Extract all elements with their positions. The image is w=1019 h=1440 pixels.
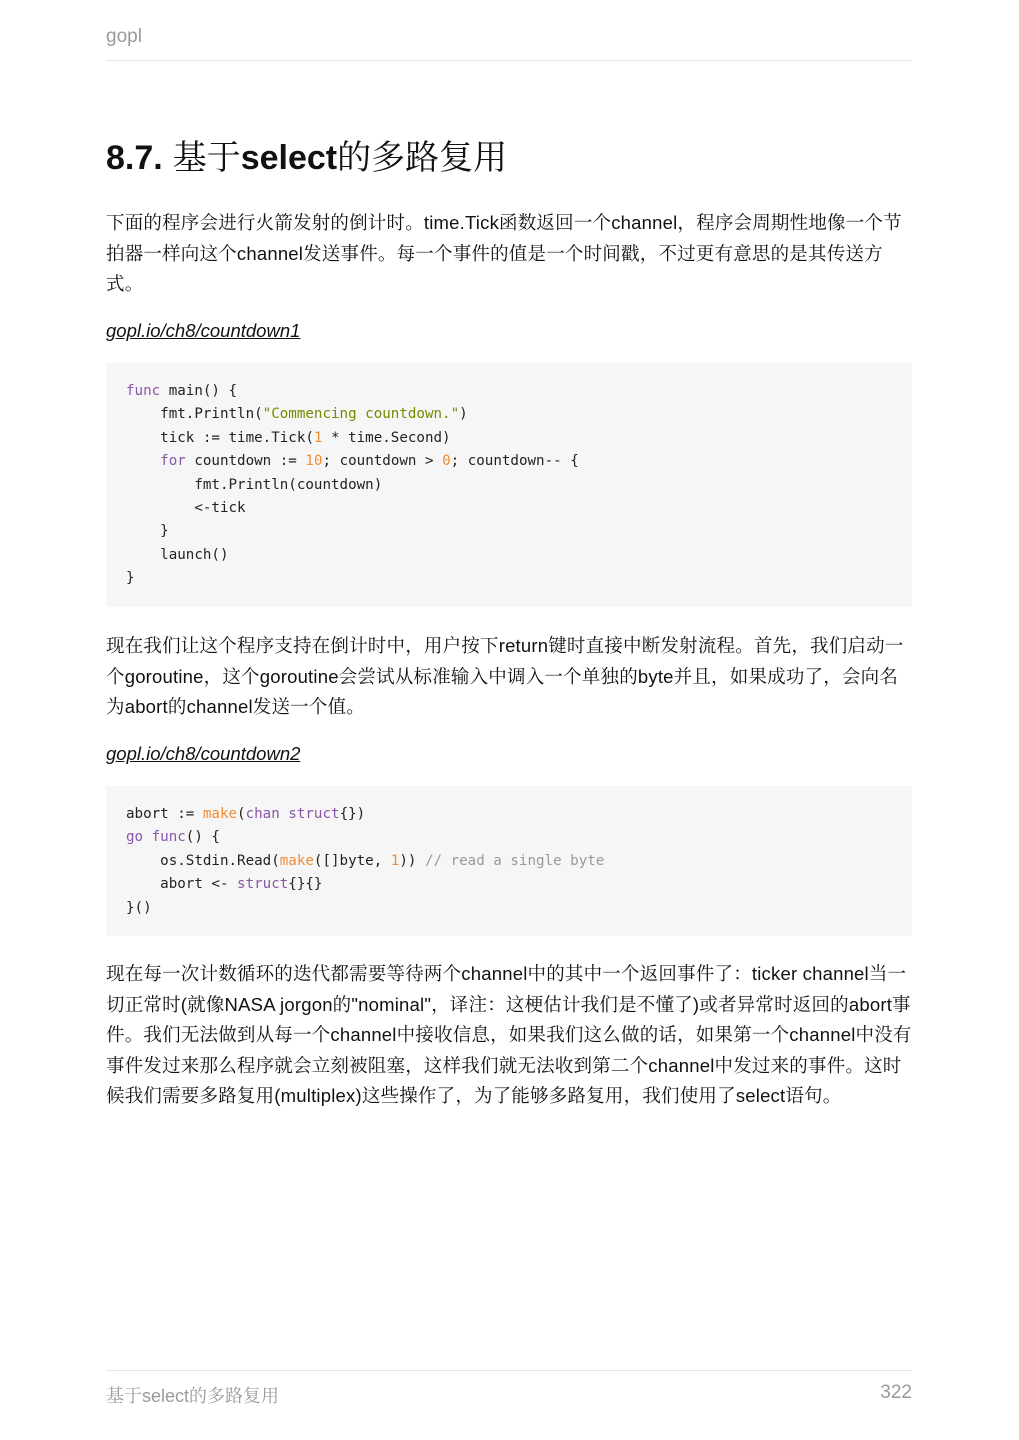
code-token: }() <box>126 899 152 916</box>
code-token: () { <box>185 829 220 846</box>
code-token: fmt.Println( <box>126 406 263 423</box>
section-title <box>106 134 507 182</box>
code-line <box>126 897 892 920</box>
code-token: } <box>126 523 169 540</box>
footer-divider <box>106 1370 912 1371</box>
code-token: chan struct <box>245 806 340 822</box>
code-token: // read a single byte <box>424 852 605 869</box>
section-number: 8.7. <box>106 139 163 177</box>
paragraph-abort: 现在我们让这个程序支持在倒计时中，用户按下return键时直接中断发射流程。首先，我们启动一个goroutine，这个goroutine会尝试从标准输入中调入一个单独的byte并且，如果成功了，会向名为abort的channel发送一个值。 <box>106 635 904 718</box>
code-token: <-tick <box>126 499 246 516</box>
code-token: abort <- <box>126 876 238 893</box>
code-line <box>126 803 892 826</box>
code-token: for <box>126 453 186 470</box>
code-token: {}{} <box>288 876 323 893</box>
paragraph-intro: 下面的程序会进行火箭发射的倒计时。time.Tick函数返回一个channel，程序会周期性地像一个节拍器一样向这个channel发送事件。每一个事件的值是一个时间戳，不过更有意思的是其传送方式。 <box>106 212 902 295</box>
code-line <box>126 520 892 543</box>
code-line <box>126 497 892 520</box>
code-line <box>126 450 892 473</box>
section-title-pre: 基于 <box>172 138 241 178</box>
code-token: ; countdown-- { <box>450 453 579 470</box>
header-divider <box>106 60 912 61</box>
code-token: * time.Second) <box>322 429 451 446</box>
code-token: fmt.Println(countdown) <box>126 476 383 493</box>
code-line <box>126 544 892 567</box>
code-token: make <box>279 852 314 869</box>
footer-chapter-title: 基于select的多路复用 <box>106 1386 280 1406</box>
code-token: 1 <box>313 429 323 446</box>
source-link-countdown2[interactable]: gopl.io/ch8/countdown2 <box>106 743 301 764</box>
section-title-keyword: select <box>240 139 338 177</box>
code-token: "Commencing countdown." <box>262 406 460 423</box>
code-token: )) <box>399 852 425 869</box>
code-token: make <box>202 806 238 822</box>
code-token: ; countdown > <box>322 453 443 470</box>
paragraph-multiplex: 现在每一次计数循环的迭代都需要等待两个channel中的其中一个返回事件了：ticker channel当一切正常时(就像NASA jorgon的"nominal"，译注：这梗估计我们是不懂了)或者异常时返回的abort事件。我们无法做到从每一个channel中接收信息，如果我们这么做的话，如果第一个channel中没有事件发过来那么程序就会立刻被阻塞，这样我们就无法收到第二个channel中发过来的事件。这时候我们需要多路复用(multiplex)这些操作了，为了能够多路复用，我们使用了select语句。 <box>106 963 912 1107</box>
section-title-post: 的多路复用 <box>337 138 508 178</box>
code-line <box>126 567 892 590</box>
code-line <box>126 474 892 497</box>
code-token: tick := time.Tick( <box>126 429 314 446</box>
running-header: gopl <box>106 26 142 47</box>
code-token: func <box>126 383 161 399</box>
document-page <box>106 0 912 1440</box>
code-line <box>126 403 892 426</box>
code-token: struct <box>237 876 289 893</box>
code-token: {}) <box>339 806 366 822</box>
code-token: launch() <box>126 546 229 563</box>
code-block-countdown1 <box>106 363 912 607</box>
code-line <box>126 427 892 450</box>
code-token: 0 <box>442 453 451 470</box>
page-number: 322 <box>880 1382 912 1403</box>
code-token: countdown := <box>185 453 306 470</box>
code-token: go func <box>126 829 186 846</box>
code-token: abort := <box>126 806 203 822</box>
code-token: ( <box>237 806 246 822</box>
code-token: 1 <box>390 852 400 869</box>
source-link-countdown1[interactable]: gopl.io/ch8/countdown1 <box>106 320 301 341</box>
code-token: ) <box>459 406 468 423</box>
code-line <box>126 826 892 849</box>
code-line <box>126 850 892 873</box>
code-token: os.Stdin.Read( <box>126 852 280 869</box>
code-line <box>126 873 892 896</box>
code-token: 10 <box>305 453 323 470</box>
code-block-countdown2 <box>106 786 912 936</box>
code-token: ([]byte, <box>313 852 391 869</box>
code-token: } <box>126 570 135 587</box>
code-line <box>126 380 892 403</box>
code-token: main() { <box>160 383 238 399</box>
